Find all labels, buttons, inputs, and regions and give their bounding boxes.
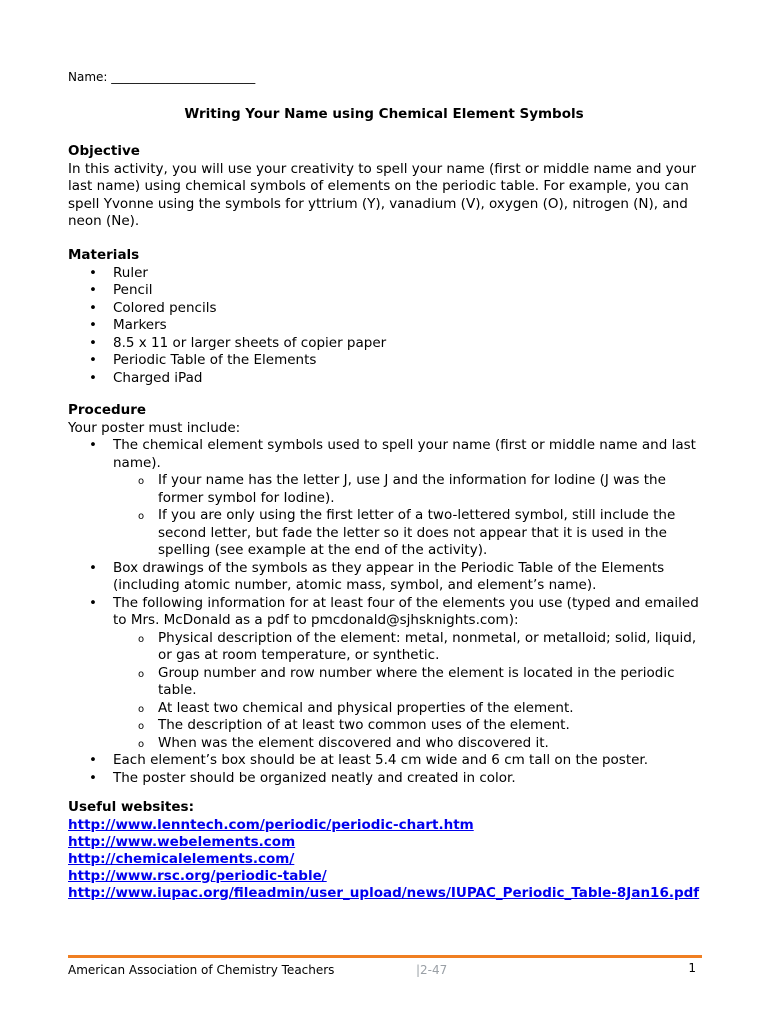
objective-section [68, 143, 708, 231]
sub-list-item: o If you are only using the first letter of a two-lettered symbol, still include the second letter, but fade the letter so it does not appear that it is used in the spelling (see example at the end of the activity). [113, 507, 708, 560]
websites-section [68, 799, 708, 902]
procedure-section [68, 402, 708, 787]
sub-list-item: o When was the element discovered and who discovered it. [113, 735, 708, 753]
website-link[interactable]: http://www.rsc.org/periodic-table/ [68, 867, 327, 884]
website-link[interactable]: http://www.iupac.org/fileadmin/user_upload/news/IUPAC_Periodic_Table-8Jan16.pdf [68, 884, 700, 901]
footer-organization: American Association of Chemistry Teachers [68, 963, 335, 977]
sub-list-item: o Physical description of the element: metal, nonmetal, or metalloid; solid, liquid, or gas at room temperature, or synthetic. [113, 630, 708, 665]
sub-list [113, 472, 708, 560]
website-link[interactable]: http://chemicalelements.com/ [68, 850, 295, 867]
websites-heading: Useful websites: [68, 799, 194, 815]
footer-divider [68, 955, 702, 958]
list-item [68, 437, 708, 560]
website-link[interactable]: http://www.lenntech.com/periodic/periodic-chart.htm [68, 816, 474, 833]
list-item: • Pencil [68, 282, 708, 300]
list-item [68, 595, 708, 753]
sub-list [113, 630, 708, 753]
list-item: • Ruler [68, 265, 708, 283]
procedure-intro: Your poster must include: [68, 419, 241, 436]
list-item-text: The following information for at least four of the elements you use (typed and emailed to Mrs. McDonald as a pdf to pmcdonald@sjhsknights.com): [113, 594, 699, 628]
materials-list [68, 265, 708, 388]
list-item: • Charged iPad [68, 370, 708, 388]
list-item-text: The chemical element symbols used to spell your name (first or middle name and last name). [113, 437, 696, 471]
materials-heading: Materials [68, 247, 140, 263]
website-link[interactable]: http://www.webelements.com [68, 833, 296, 850]
sub-list-item: o At least two chemical and physical properties of the element. [113, 700, 708, 718]
procedure-heading: Procedure [68, 402, 147, 418]
procedure-list [68, 437, 708, 787]
sub-list-item: o If your name has the letter J, use J and the information for Iodine (J was the former symbol for Iodine). [113, 472, 708, 507]
list-item: • Markers [68, 317, 708, 335]
sub-list-item: o The description of at least two common uses of the element. [113, 717, 708, 735]
materials-section [68, 247, 708, 387]
sub-list-item: o Group number and row number where the element is located in the periodic table. [113, 665, 708, 700]
document-title: Writing Your Name using Chemical Element Symbols [184, 106, 584, 122]
list-item: • 8.5 x 11 or larger sheets of copier paper [68, 335, 708, 353]
list-item: • The poster should be organized neatly and created in color. [68, 770, 708, 788]
list-item: • Colored pencils [68, 300, 708, 318]
list-item: • Box drawings of the symbols as they appear in the Periodic Table of the Elements (including atomic number, atomic mass, symbol, and element’s name). [68, 560, 708, 595]
footer-code: |2-47 [416, 963, 448, 977]
objective-heading: Objective [68, 143, 140, 159]
list-item: • Each element’s box should be at least 5.4 cm wide and 6 cm tall on the poster. [68, 752, 708, 770]
name-line: Name: ________________________ [68, 70, 256, 84]
objective-text: In this activity, you will use your creativity to spell your name (first or middle name and your last name) using chemical symbols of elements on the periodic table. For example, you can spell Yvonne using the symbols for yttrium (Y), vanadium (V), oxygen (O), nitrogen (N), and neon (Ne). [68, 160, 697, 229]
list-item: • Periodic Table of the Elements [68, 352, 708, 370]
page-number: 1 [688, 961, 696, 975]
